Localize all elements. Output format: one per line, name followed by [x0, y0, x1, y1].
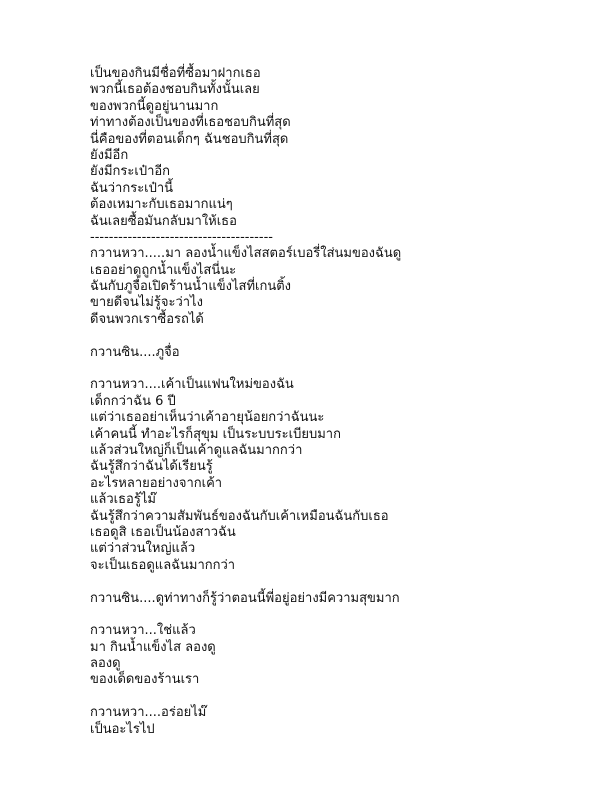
paragraph-gap [90, 328, 570, 344]
text-line: แต่ว่าส่วนใหญ่แล้ว [90, 541, 196, 557]
text-line: ขายดีจนไม่รู้จะว่าไง [90, 295, 203, 311]
text-line: เด็กกว่าฉัน 6 ปี [90, 393, 176, 409]
text-line: ฉันว่ากระเป๋านี้ [90, 180, 174, 196]
paragraph-gap [90, 361, 570, 377]
text-line: เธออย่าดูถูกน้ำแข็งไสนี่นะ [90, 262, 237, 278]
text-line: กวานหวา....เค้าเป็นแฟนใหม่ของฉัน [90, 377, 294, 393]
text-line: ลองดู [90, 656, 121, 672]
text-line: ยังมีอีก [90, 147, 129, 163]
text-line: พวกนี้เธอต้องชอบกินทั้งนั้นเลย [90, 82, 260, 98]
paragraph-gap [90, 574, 570, 590]
paragraph-gap [90, 689, 570, 705]
text-line: กวานหวา.....มา ลองน้ำแข็งไสสตอร์เบอรี่ใส่นมของฉันดู [90, 246, 402, 262]
text-line: เค้าคนนี้ ทำอะไรก็สุขุม เป็นระบบระเบียบมาก [90, 426, 341, 442]
text-line: กวานซิน....ภูจื่อ [90, 344, 180, 360]
text-line: ของพวกนี้ดูอยู่นานมาก [90, 98, 219, 114]
text-line: จะเป็นเธอดูแลฉันมากกว่า [90, 557, 236, 573]
text-line: กวานหวา....อร่อยไม๊ [90, 705, 207, 721]
text-line: กวานซิน....ดูท่าทางก็รู้ว่าตอนนี้พี่อยู่อย่างมีความสุขมาก [90, 590, 400, 606]
paragraph-gap [90, 607, 570, 623]
text-line: แล้วส่วนใหญ่ก็เป็นเค้าดูแลฉันมากกว่า [90, 442, 303, 458]
text-line: กวานหวา...ใช่แล้ว [90, 623, 196, 639]
text-line: ฉันรู้สึกว่าความสัมพันธ์ของฉันกับเค้าเหมือนฉันกับเธอ [90, 508, 389, 524]
text-line: ดีจนพวกเราซื้อรถได้ [90, 311, 204, 327]
document-body [90, 66, 570, 738]
text-line: ต้องเหมาะกับเธอมากแน่ๆ [90, 197, 233, 213]
text-line: ฉันรู้สึกว่าฉันได้เรียนรู้ [90, 459, 213, 475]
text-line: ยังมีกระเป๋าอีก [90, 164, 171, 180]
separator-rule: --------------------------------------- [90, 229, 273, 245]
text-line: ท่าทางต้องเป็นของที่เธอชอบกินที่สุด [90, 115, 291, 131]
text-line: อะไรหลายอย่างจากเค้า [90, 475, 223, 491]
text-line: ของเด็ดของร้านเรา [90, 672, 200, 688]
text-line: ฉันกับภูจื่อเปิดร้านน้ำแข็งไสที่เกนติ้ง [90, 279, 291, 295]
text-line: เป็นของกินมีชื่อที่ซื้อมาฝากเธอ [90, 66, 261, 81]
text-line: เป็นอะไรไป [90, 721, 155, 737]
text-line: มา กินน้ำแข็งไส ลองดู [90, 639, 216, 655]
text-line: ฉันเลยซื้อมันกลับมาให้เธอ [90, 213, 237, 229]
text-line: เธอดูสิ เธอเป็นน้องสาวฉัน [90, 524, 236, 540]
text-line: นี่คือของที่ตอนเด็กๆ ฉันชอบกินที่สุด [90, 131, 289, 147]
text-line: แต่ว่าเธออย่าเห็นว่าเค้าอายุน้อยกว่าฉันนะ [90, 410, 325, 426]
text-line: แล้วเธอรู้ไม๊ [90, 492, 156, 508]
